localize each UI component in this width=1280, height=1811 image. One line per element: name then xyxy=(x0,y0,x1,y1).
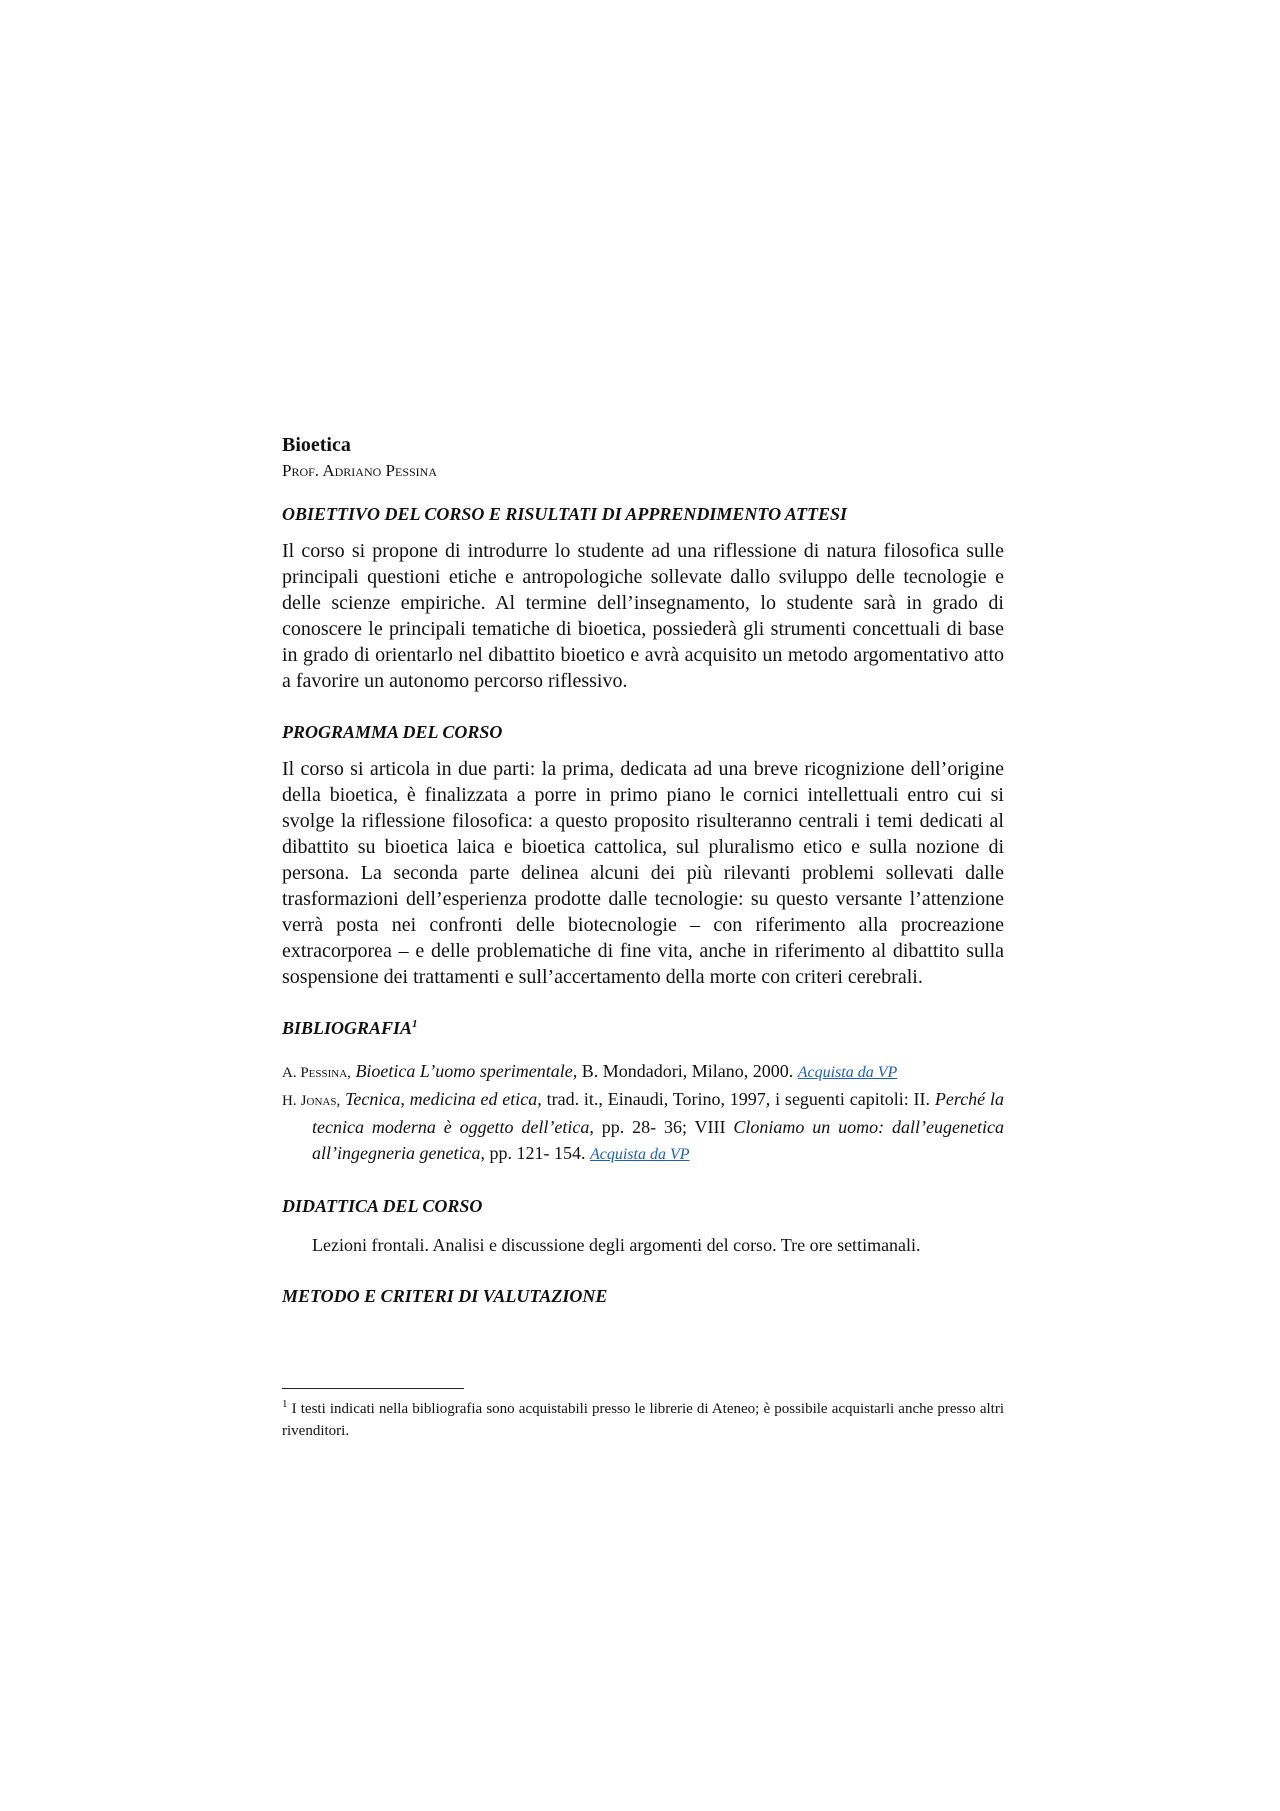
footnote xyxy=(282,1398,1004,1442)
bib-author: A. Pessina, xyxy=(282,1065,351,1081)
bibliography-heading-text: BIBLIOGRAFIA xyxy=(282,1018,413,1038)
bib-title: Bioetica L’uomo sperimentale, xyxy=(355,1061,578,1081)
bibliography-entry xyxy=(282,1086,1004,1168)
bib-details: , pp. 28- 36; VIII xyxy=(589,1117,734,1137)
didactics-heading: DIDATTICA DEL CORSO xyxy=(282,1196,483,1216)
bibliography-entry xyxy=(282,1058,1004,1086)
didactics-text: Lezioni frontali. Analisi e discussione degli argomenti del corso. Tre ore settimanali. xyxy=(312,1235,921,1255)
bib-chapter: Perché la tecnica moderna è oggetto dell’etica xyxy=(312,1089,1004,1137)
objectives-heading: OBIETTIVO DEL CORSO E RISULTATI DI APPRENDIMENTO ATTESI xyxy=(282,504,847,524)
bib-author: H. Jonas, xyxy=(282,1093,341,1109)
evaluation-heading: METODO E CRITERI DI VALUTAZIONE xyxy=(282,1286,608,1306)
bib-details: B. Mondadori, Milano, 2000. xyxy=(577,1061,798,1081)
document-body xyxy=(282,432,1004,1308)
buy-link[interactable]: Acquista da VP xyxy=(797,1064,898,1081)
bib-title: Tecnica, medicina ed etica, xyxy=(345,1089,542,1109)
bib-details: , pp. 121- 154. xyxy=(480,1143,590,1163)
objectives-text: Il corso si propone di introdurre lo studente ad una riflessione di natura filosofica sulle principali questioni etiche e antropologiche sollevate dallo sviluppo delle tecnologie e delle scienze empiriche. Al termine dell’insegnamento, lo studente sarà in grado di conoscere le principali tematiche di bioetica, possiederà gli strumenti concettuali di base in grado di orientarlo nel dibattito bioetico e avrà acquisito un metodo argomentativo atto a favorire un autonomo percorso riflessivo. xyxy=(282,540,1004,692)
footnote-text: I testi indicati nella bibliografia sono acquistabili presso le librerie di Ateneo; è possibile acquistarli anche presso altri rivenditori. xyxy=(282,1401,1004,1439)
footnote-separator xyxy=(282,1388,464,1389)
footnote-ref[interactable]: 1 xyxy=(412,1018,418,1030)
buy-link[interactable]: Acquista da VP xyxy=(589,1146,690,1163)
bib-details: trad. it., Einaudi, Torino, 1997, i seguenti capitoli: II. xyxy=(541,1089,935,1109)
bibliography-heading xyxy=(282,1016,1004,1040)
bib-chapter: Cloniamo un uomo: dall’eugenetica all’ingegneria genetica xyxy=(312,1117,1004,1163)
program-heading: PROGRAMMA DEL CORSO xyxy=(282,722,503,742)
professor-name: Prof. Adriano Pessina xyxy=(282,461,438,480)
program-text: Il corso si articola in due parti: la prima, dedicata ad una breve ricognizione dell’origine della bioetica, è finalizzata a porre in primo piano le cornici intellettuali entro cui si svolge la riflessione filosofica: a questo proposito risulteranno centrali i temi dedicati al dibattito su bioetica laica e bioetica cattolica, sul pluralismo etico e sulla nozione di persona. La seconda parte delinea alcuni dei più rilevanti problemi sollevati dalle trasformazioni dell’esperienza prodotte dalle tecnologie: su questo versante l’attenzione verrà posta nei confronti delle biotecnologie – con riferimento alla procreazione extracorporea – e delle problematiche di fine vita, anche in riferimento al dibattito sulla sospensione dei trattamenti e sull’accertamento della morte con criteri cerebrali. xyxy=(282,758,1004,988)
course-title: Bioetica xyxy=(282,434,351,456)
bibliography-list xyxy=(282,1058,1004,1168)
footnote-marker: 1 xyxy=(282,1398,288,1410)
